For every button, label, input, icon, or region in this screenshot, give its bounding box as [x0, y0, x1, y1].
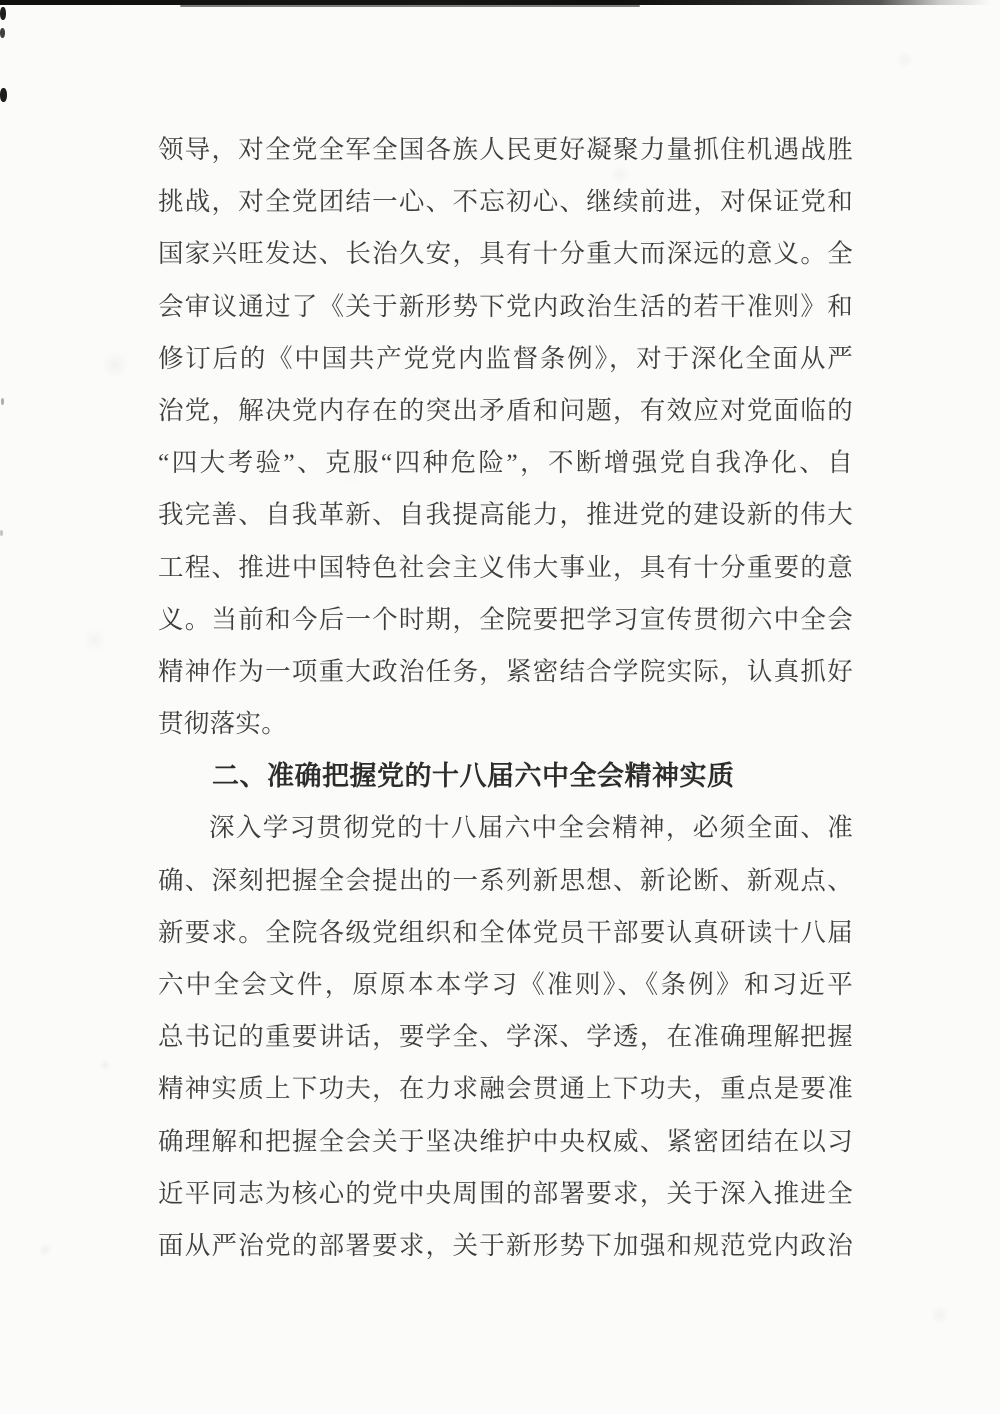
- scan-edge-speck: [0, 7, 6, 20]
- scan-edge-speck: [0, 88, 7, 102]
- scan-edge-speck: [0, 530, 3, 536]
- paragraph-line: 精神实质上下功夫，在力求融会贯通上下功夫，重点是要准: [158, 1074, 853, 1104]
- paragraph-line: 工程、推进中国特色社会主义伟大事业，具有十分重要的意: [158, 552, 853, 582]
- section-heading: 二、准确把握党的十八届六中全会精神实质: [212, 761, 735, 792]
- paragraph-line: 治党，解决党内存在的突出矛盾和问题，有效应对党面临的: [158, 395, 853, 425]
- paragraph-line: 会审议通过了《关于新形势下党内政治生活的若干准则》和: [158, 291, 853, 321]
- paragraph-line: 深入学习贯彻党的十八届六中全会精神，必须全面、准: [209, 813, 853, 843]
- scan-edge-speck: [0, 28, 5, 38]
- paragraph-line: “四大考验”、克服“四种危险”，不断增强党自我净化、自: [158, 448, 853, 478]
- paragraph-line: 我完善、自我革新、自我提高能力，推进党的建设新的伟大: [158, 500, 853, 530]
- paragraph-line: 近平同志为核心的党中央周围的部署要求，关于深入推进全: [158, 1178, 853, 1208]
- scan-edge-streak: [0, 0, 1000, 5]
- paragraph-line: 贯彻落实。: [158, 709, 288, 739]
- document-text-column: [158, 124, 853, 1272]
- paragraph-line: 义。当前和今后一个时期，全院要把学习宣传贯彻六中全会: [158, 604, 853, 634]
- paragraph-line: 国家兴旺发达、长治久安，具有十分重大而深远的意义。全: [158, 239, 853, 269]
- paragraph-line: 挑战，对全党团结一心、不忘初心、继续前进，对保证党和: [158, 187, 853, 217]
- paragraph-line: 修订后的《中国共产党党内监督条例》，对于深化全面从严: [158, 343, 853, 373]
- scan-edge-speck: [1, 398, 4, 405]
- paragraph-line: 确、深刻把握全会提出的一系列新思想、新论断、新观点、: [158, 865, 853, 895]
- paragraph-line: 总书记的重要讲话，要学全、学深、学透，在准确理解把握: [158, 1022, 853, 1052]
- paragraph-line: 六中全会文件，原原本本学习《准则》、《条例》和习近平: [158, 970, 853, 999]
- paragraph-line: 精神作为一项重大政治任务，紧密结合学院实际，认真抓好: [158, 656, 853, 686]
- paragraph-line: 确理解和把握全会关于坚决维护中央权威、紧密团结在以习: [158, 1126, 853, 1156]
- paragraph-line: 面从严治党的部署要求，关于新形势下加强和规范党内政治: [158, 1230, 853, 1260]
- paragraph-line: 领导，对全党全军全国各族人民更好凝聚力量抓住机遇战胜: [158, 135, 853, 164]
- paragraph-line: 新要求。全院各级党组织和全体党员干部要认真研读十八届: [158, 917, 853, 947]
